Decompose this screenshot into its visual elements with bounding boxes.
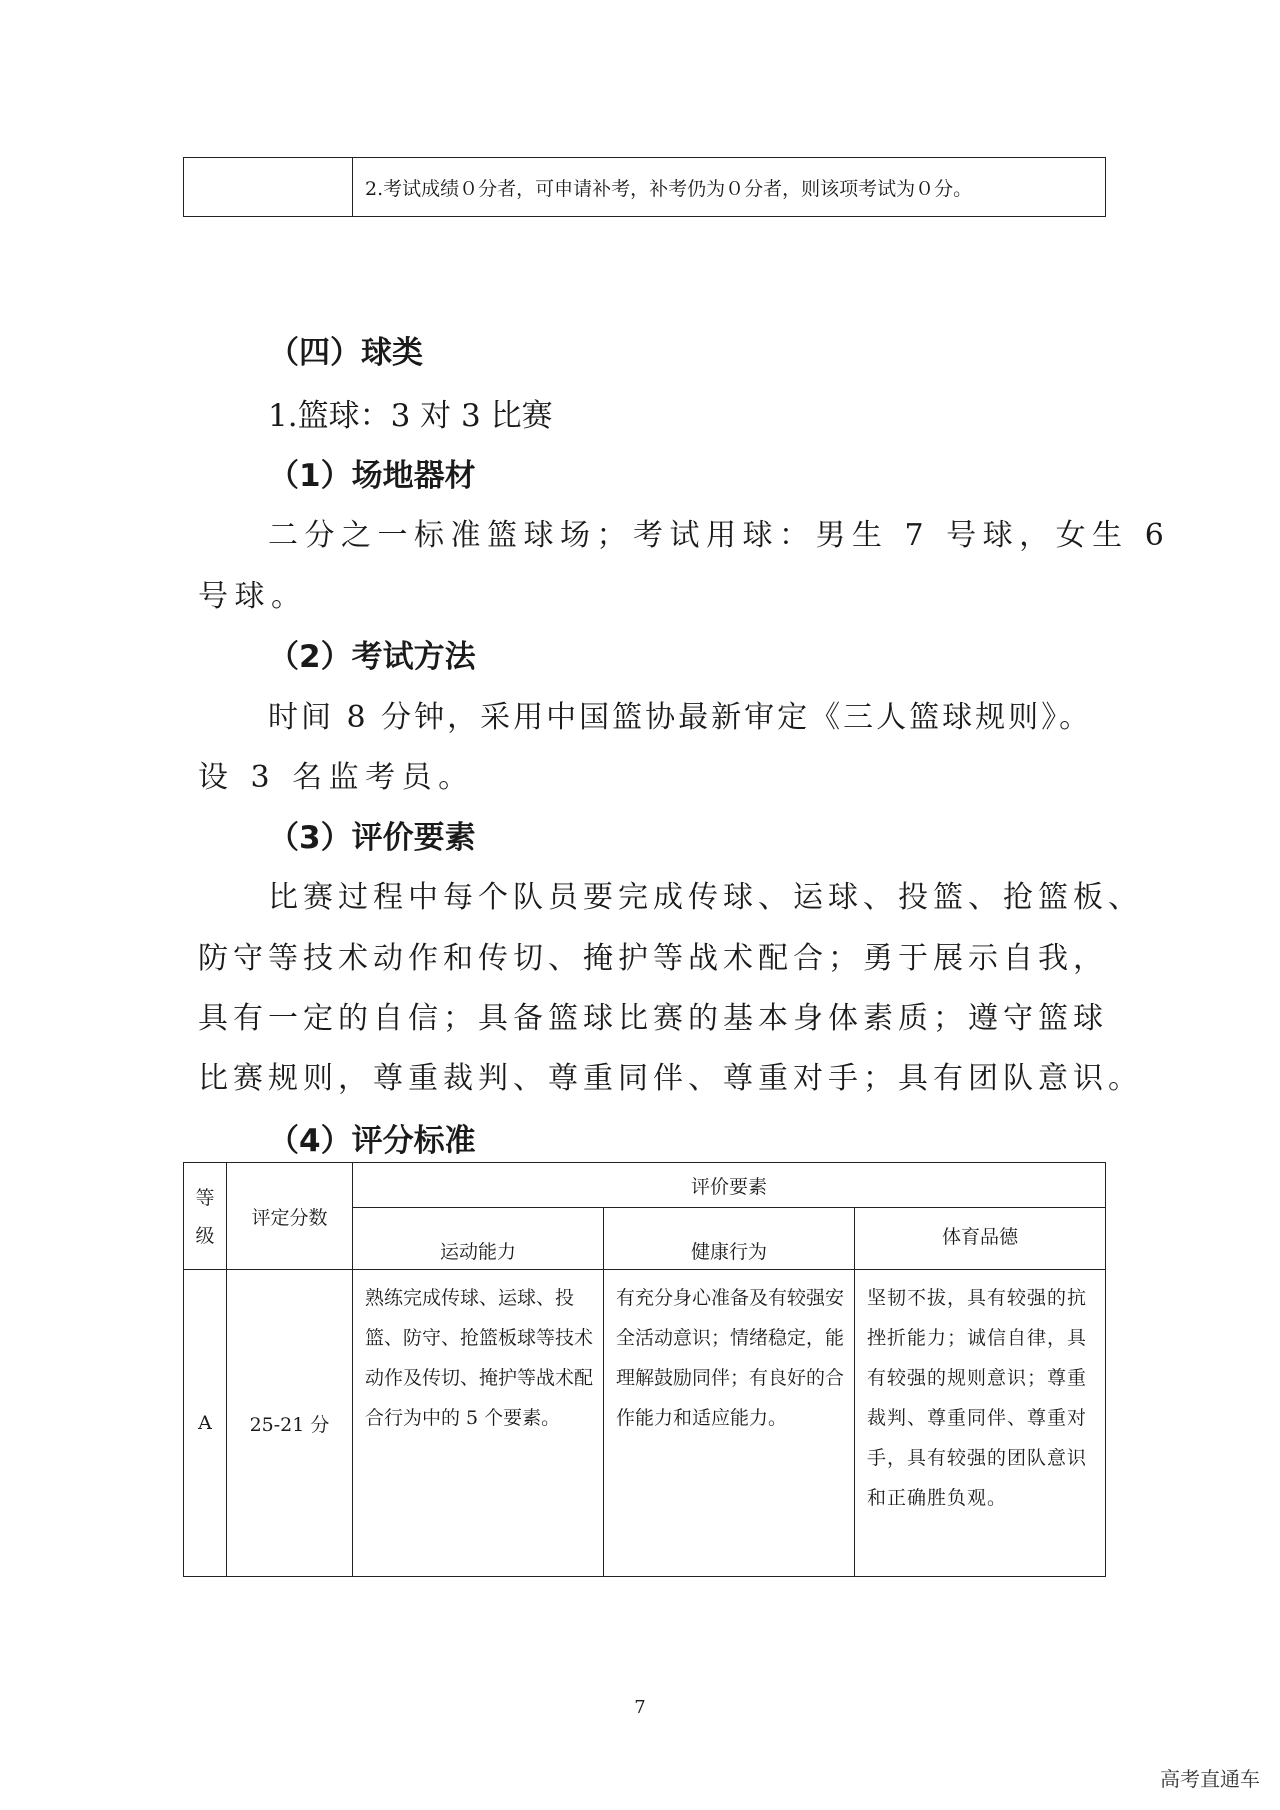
row-grade: A xyxy=(184,1270,227,1577)
elements-heading: （3）评价要素 xyxy=(268,820,476,856)
elements-line-3: 具有一定的自信；具备篮球比赛的基本身体素质；遵守篮球 xyxy=(198,1001,1108,1036)
header-elements: 评价要素 xyxy=(353,1163,1106,1208)
header-health: 健康行为 xyxy=(604,1208,855,1270)
row-motor: 熟练完成传球、运球、投篮、防守、抢篮板球等技术动作及传切、掩护等战术配合行为中的 5 个要素。 xyxy=(353,1270,604,1577)
header-ethics: 体育品德 xyxy=(855,1208,1106,1270)
page-number: 7 xyxy=(634,1697,646,1718)
venue-heading: （1）场地器材 xyxy=(268,458,476,494)
top-table-empty-cell xyxy=(184,158,353,217)
elements-line-4: 比赛规则，尊重裁判、尊重同伴、尊重对手；具有团队意识。 xyxy=(198,1061,1143,1096)
section-heading: （四）球类 xyxy=(268,335,423,371)
elements-line-1: 比赛过程中每个队员要完成传球、运球、投篮、抢篮板、 xyxy=(268,880,1143,915)
method-heading: （2）考试方法 xyxy=(268,639,476,675)
elements-line-2: 防守等技术动作和传切、掩护等战术配合；勇于展示自我， xyxy=(198,941,1108,976)
header-score: 评定分数 xyxy=(227,1163,353,1270)
top-table xyxy=(183,157,1106,217)
table-row xyxy=(184,1270,1106,1577)
header-motor: 运动能力 xyxy=(353,1208,604,1270)
row-score: 25-21 分 xyxy=(227,1270,353,1577)
scoring-heading: （4）评分标准 xyxy=(268,1123,476,1159)
venue-line-1: 二分之一标准篮球场；考试用球：男生 7 号球，女生 6 xyxy=(268,518,1171,553)
row-ethics: 坚韧不拔，具有较强的抗挫折能力；诚信自律，具有较强的规则意识；尊重裁判、尊重同伴、尊重对手，具有较强的团队意识和正确胜负观。 xyxy=(855,1270,1106,1577)
method-line-1: 时间 8 分钟，采用中国篮协最新审定《三人篮球规则》。 xyxy=(268,700,1093,735)
basketball-title: 1.篮球：3 对 3 比赛 xyxy=(268,398,553,434)
row-health: 有充分身心准备及有较强安全活动意识；情绪稳定，能理解鼓励同伴；有良好的合作能力和适应能力。 xyxy=(604,1270,855,1577)
watermark-text: 高考直通车 xyxy=(1160,1767,1260,1791)
top-table-note: 2.考试成绩０分者，可申请补考，补考仍为０分者，则该项考试为０分。 xyxy=(353,158,1106,217)
scoring-table xyxy=(183,1162,1106,1577)
method-line-2: 设 3 名监考员。 xyxy=(198,760,475,795)
header-grade: 等级 xyxy=(184,1163,227,1270)
venue-line-2: 号球。 xyxy=(198,579,308,614)
